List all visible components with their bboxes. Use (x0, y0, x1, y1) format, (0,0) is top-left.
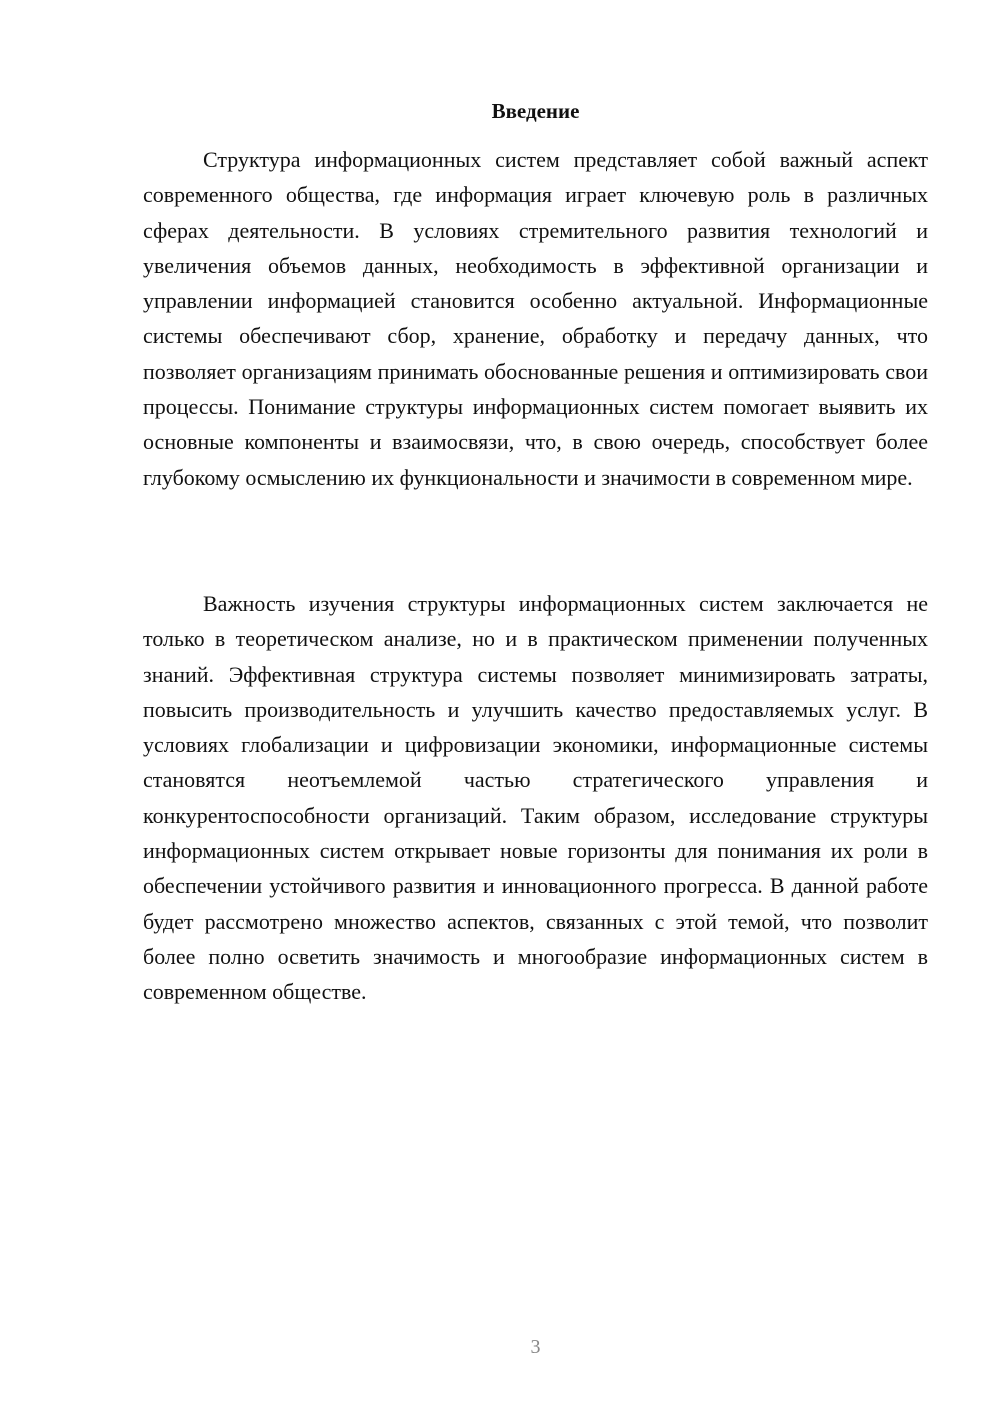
paragraph-intro: Структура информационных систем представляет собой важный аспект современного общества, где информация играет ключевую роль в различных сферах деятельности. В условиях стремительного развития технологий и увеличения объемов данных, необходимость в эффективной организации и управлении информацией становится особенно актуальной. Информационные системы обеспечивают сбор, хранение, обработку и передачу данных, что позволяет организациям принимать обоснованные решения и оптимизировать свои процессы. Понимание структуры информационных систем помогает выявить их основные компоненты и взаимосвязи, что, в свою очередь, способствует более глубокому осмыслению их функциональности и значимости в современном мире. (143, 147, 928, 490)
section-heading: Введение (491, 99, 580, 123)
page-number: 3 (530, 1336, 541, 1358)
paragraph-importance: Важность изучения структуры информационных систем заключается не только в теоретическом анализе, но и в практическом применении полученных знаний. Эффективная структура системы позволяет минимизировать затраты, повысить производительность и улучшить качество предоставляемых услуг. В условиях глобализации и цифровизации экономики, информационные системы становятся неотъемлемой частью стратегического управления и конкурентоспособности организаций. Таким образом, исследование структуры информационных систем открывает новые горизонты для понимания их роли в обеспечении устойчивого развития и инновационного прогресса. В данной работе будет рассмотрено множество аспектов, связанных с этой темой, что позволит более полно осветить значимость и многообразие информационных систем в современном обществе. (143, 591, 928, 1005)
